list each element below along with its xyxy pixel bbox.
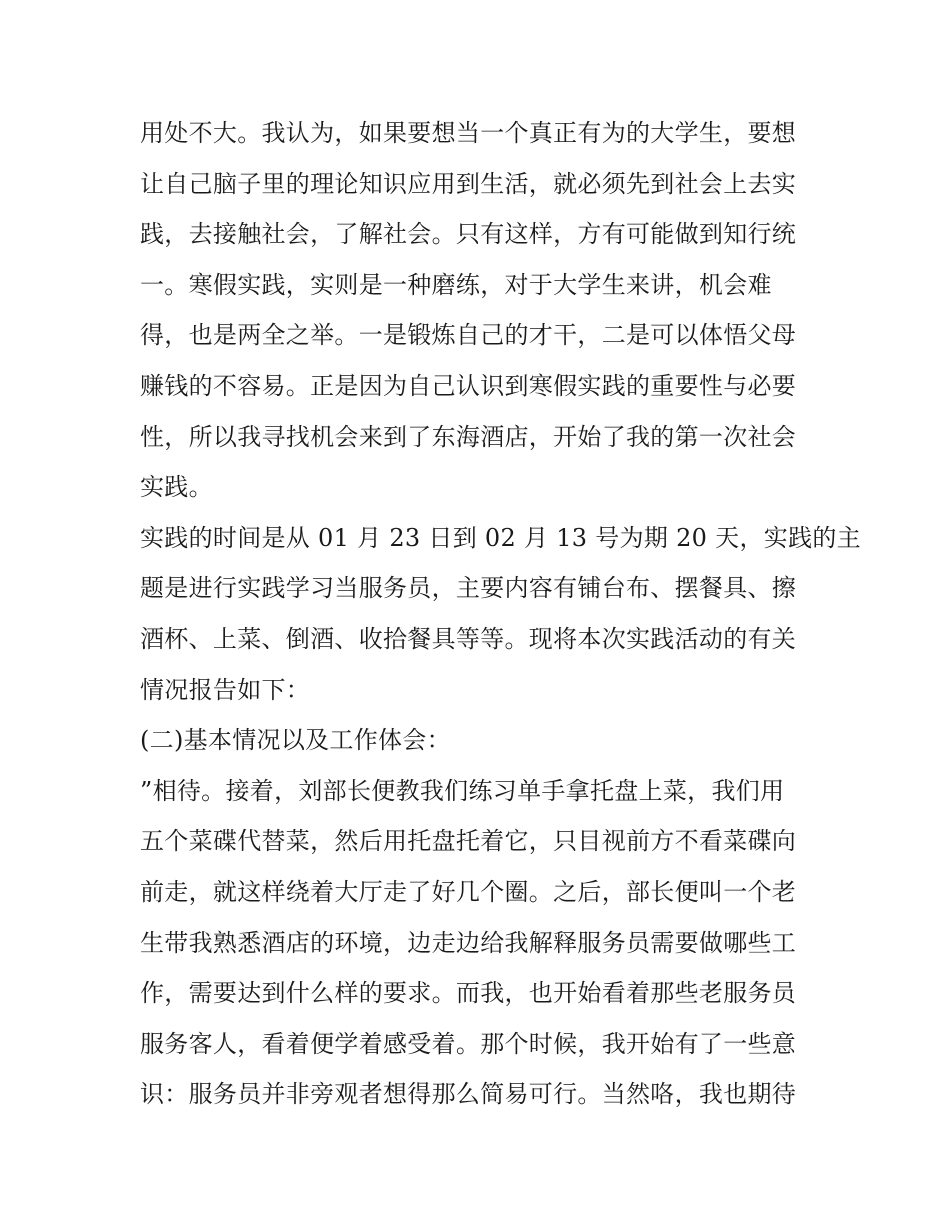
text-line: 得，也是两全之举。一是锻炼自己的才干，二是可以体悟父母 [140,321,797,350]
text-line: 践，去接触社会，了解社会。只有这样，方有可能做到知行统 [140,220,797,249]
text-line: 一。寒假实践，实则是一种磨练，对于大学生来讲，机会难 [140,270,772,299]
text-line: 五个菜碟代替菜，然后用托盘托着它，只目视前方不看菜碟向 [140,827,797,856]
text-line: 生带我熟悉酒店的环境，边走边给我解释服务员需要做哪些工 [140,928,797,957]
text-line: 实践的时间是从 01 月 23 日到 02 月 13 号为期 20 天，实践的主 [140,523,861,552]
text-line: 作，需要达到什么样的要求。而我，也开始看着那些老服务员 [140,979,797,1008]
text-line: 题是进行实践学习当服务员，主要内容有铺台布、摆餐具、擦 [140,574,797,603]
text-line: 酒杯、上菜、倒酒、收拾餐具等等。现将本次实践活动的有关 [140,624,797,653]
text-line: 服务客人，看着便学着感受着。那个时候，我开始有了一些意 [140,1029,797,1058]
text-line: 用处不大。我认为，如果要想当一个真正有为的大学生，要想 [140,119,797,147]
text-line: 性，所以我寻找机会来到了东海酒店，开始了我的第一次社会 [140,422,797,451]
text-line: 前走，就这样绕着大厅走了好几个圈。之后，部长便叫一个老 [140,877,797,906]
text-line: 赚钱的不容易。正是因为自己认识到寒假实践的重要性与必要 [140,371,797,400]
text-line: 情况报告如下： [140,675,311,704]
section-heading: (二)基本情况以及工作体会： [140,726,451,755]
text-line: 实践。 [140,473,213,502]
text-line: 让自己脑子里的理论知识应用到生活，就必须先到社会上去实 [140,169,797,198]
document-body [140,108,861,1120]
text-line: 识：服务员并非旁观者想得那么简易可行。当然咯，我也期待 [140,1080,797,1109]
text-line: ”相待。接着，刘部长便教我们练习单手拿托盘上菜，我们用 [140,776,785,805]
